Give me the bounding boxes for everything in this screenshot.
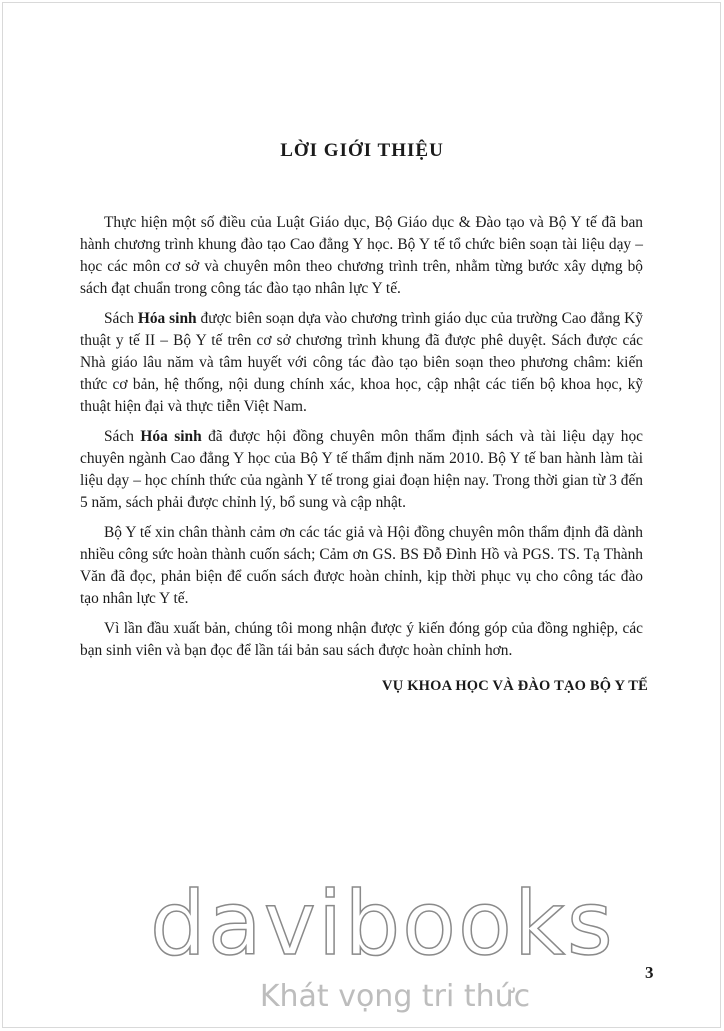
paragraph-3: [80, 426, 643, 514]
body-text: [80, 212, 643, 670]
paragraph-2-lead: Sách: [104, 310, 138, 327]
paragraph-4: Bộ Y tế xin chân thành cảm ơn các tác giả và Hội đồng chuyên môn thẩm định đã dành nhiều công sức hoàn thành cuốn sách; Cảm ơn GS. BS Đỗ Đình Hồ và PGS. TS. Tạ Thành Văn đã đọc, phản biện để cuốn sách được hoàn chỉnh, kịp thời phục vụ cho công tác đào tạo nhân lực Y tế.: [80, 524, 643, 607]
book-title-bold: Hóa sinh: [140, 428, 202, 445]
paragraph-2: [80, 308, 643, 418]
paragraph-3-lead: Sách: [104, 428, 141, 445]
page-number: 3: [645, 963, 654, 982]
watermark-brand-logo: davibooks: [150, 872, 615, 975]
paragraph-1: Thực hiện một số điều của Luật Giáo dục, Bộ Giáo dục & Đào tạo và Bộ Y tế đã ban hành chương trình khung đào tạo Cao đẳng Y học. Bộ Y tế tổ chức biên soạn tài liệu dạy – học các môn cơ sở và chuyên môn theo chương trình trên, nhằm từng bước xây dựng bộ sách đạt chuẩn trong công tác đào tạo nhân lực Y tế.: [80, 214, 643, 297]
signature: VỤ KHOA HỌC VÀ ĐÀO TẠO BỘ Y TẾ: [382, 678, 648, 694]
paragraph-5: Vì lần đầu xuất bản, chúng tôi mong nhận được ý kiến đóng góp của đồng nghiệp, các bạn sinh viên và bạn đọc để lần tái bản sau sách được hoàn chỉnh hơn.: [80, 620, 643, 659]
watermark-slogan: Khát vọng tri thức: [259, 979, 531, 1014]
page-title: LỜI GIỚI THIỆU: [280, 140, 444, 161]
book-title-bold: Hóa sinh: [137, 310, 197, 327]
paragraph-2-rest: được biên soạn dựa vào chương trình giáo dục của trường Cao đẳng Kỹ thuật y tế II – Bộ Y tế trên cơ sở chương trình khung đã được phê duyệt. Sách được các Nhà giáo lâu năm và tâm huyết với công tác đào tạo biên soạn theo phương châm: kiến thức cơ bản, hệ thống, nội dung chính xác, khoa học, cập nhật các tiến bộ khoa học, kỹ thuật hiện đại và thực tiễn Việt Nam.: [80, 310, 643, 415]
paragraph-3-rest: đã được hội đồng chuyên môn thẩm định sách và tài liệu dạy học chuyên ngành Cao đẳng Y học của Bộ Y tế thẩm định năm 2010. Bộ Y tế ban hành làm tài liệu dạy – học chính thức của ngành Y tế trong giai đoạn hiện nay. Trong thời gian từ 3 đến 5 năm, sách phải được chỉnh lý, bổ sung và cập nhật.: [80, 428, 643, 511]
